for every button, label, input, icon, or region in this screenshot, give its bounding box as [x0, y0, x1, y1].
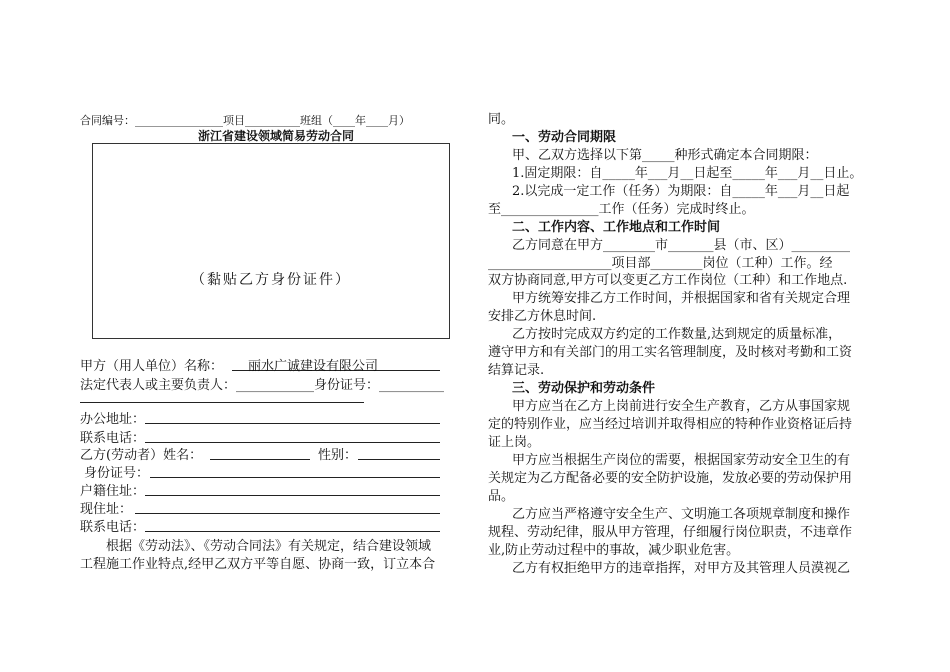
section-3-heading: 三、劳动保护和劳动条件 — [512, 381, 656, 396]
text-line: 双方协商同意,甲方可以变更乙方工作岗位（工种）和工作地点. — [488, 273, 848, 288]
text-line: 结算记录. — [488, 363, 545, 378]
office-address-field[interactable] — [145, 423, 440, 424]
text-line: 证上岗。 — [488, 435, 541, 450]
worker-name-label: 乙方(劳动者）姓名： — [80, 448, 203, 463]
employer-name: 丽水广诚建设有限公司 — [248, 359, 379, 374]
office-address-label: 办公地址： — [80, 412, 146, 427]
section-2-heading: 二、工作内容、工作地点和工作时间 — [512, 220, 721, 235]
gender-field[interactable] — [358, 459, 440, 460]
preamble-line-1: 根据《劳动法》、《劳动合同法》有关规定，结合建设领域 — [106, 539, 432, 554]
text-line: 乙方有权拒绝甲方的违章指挥，对甲方及其管理人员漠视乙 — [512, 561, 851, 576]
household-address-field[interactable] — [145, 495, 440, 496]
contract-number-header: 合同编号：________________项目__________班组（____年____月） — [80, 114, 410, 127]
text-line: 1.固定期限：自_____年___月__日起至_____年___月__日止。 — [512, 166, 863, 181]
text-line: 遵守甲方和有关部门的用工实名管理制度，及时核对考勤和工资 — [488, 345, 853, 360]
preamble-line-2: 工程施工作业特点,经甲乙双方平等自愿、协商一致，订立本合 — [80, 557, 436, 572]
text-line: 关规定为乙方配备必要的安全防护设施，发放必要的劳动保护用 — [488, 471, 853, 486]
text-line: 品。 — [488, 489, 515, 504]
text-line: 甲方统筹安排乙方工作时间，并根据国家和省有关规定合理 — [512, 291, 851, 306]
text-line: 规程、劳动纪律，服从甲方管理，仔细履行岗位职责，不违章作 — [488, 525, 853, 540]
text-line: 乙方应当严格遵守安全生产、文明施工各项规章制度和操作 — [512, 507, 851, 522]
text-line: 安排乙方休息时间. — [488, 309, 597, 324]
worker-name-field[interactable] — [210, 459, 310, 460]
gender-label: 性别： — [318, 448, 358, 463]
text-line: 业,防止劳动过程中的事故，减少职业危害。 — [488, 543, 740, 558]
text-line: 乙方同意在甲方________市_______县（市、区）_________ — [512, 238, 851, 253]
text-line: 乙方按时完成双方约定的工作数量,达到规定的质量标准， — [512, 327, 842, 342]
id-box-label: （黏贴乙方身份证件） — [191, 272, 351, 288]
text-line: 甲方应当根据生产岗位的需要，根据国家劳动安全卫生的有 — [512, 453, 851, 468]
phone2-label: 联系电话： — [80, 520, 146, 535]
phone-field[interactable] — [145, 442, 440, 443]
separator-line — [80, 402, 364, 403]
id-number-field[interactable] — [150, 477, 440, 478]
continued-text: 同。 — [488, 112, 515, 127]
text-line: 至_______________工作（任务）完成时终止。 — [488, 202, 755, 217]
employer-label: 甲方（用人单位）名称： — [80, 359, 224, 374]
text-line: 定的特别作业，应当经过培训并取得相应的特种作业资格证后持 — [488, 417, 853, 432]
text-line: ___________________项目部________岗位（工种）工作。经 — [488, 256, 833, 271]
text-line: 2.以完成一定工作（任务）为期限：自_____年___月__日起 — [512, 184, 850, 199]
household-address-label: 户籍住址： — [80, 484, 146, 499]
legal-rep-line: 法定代表人或主要负责人：____________身份证号：__________ — [80, 378, 445, 393]
text-line: 甲、乙双方选择以下第_____种形式确定本合同期限： — [512, 148, 818, 163]
text-line: 甲方应当在乙方上岗前进行安全生产教育，乙方从事国家规 — [512, 399, 851, 414]
id-card-box — [92, 143, 450, 339]
phone2-field[interactable] — [145, 531, 440, 532]
current-address-field[interactable] — [135, 513, 440, 514]
document-title: 浙江省建设领域简易劳动合同 — [198, 129, 355, 143]
current-address-label: 现住址： — [80, 502, 133, 517]
id-number-label: 身份证号： — [84, 466, 150, 481]
phone-label: 联系电话： — [80, 431, 146, 446]
section-1-heading: 一、劳动合同期限 — [512, 130, 617, 145]
